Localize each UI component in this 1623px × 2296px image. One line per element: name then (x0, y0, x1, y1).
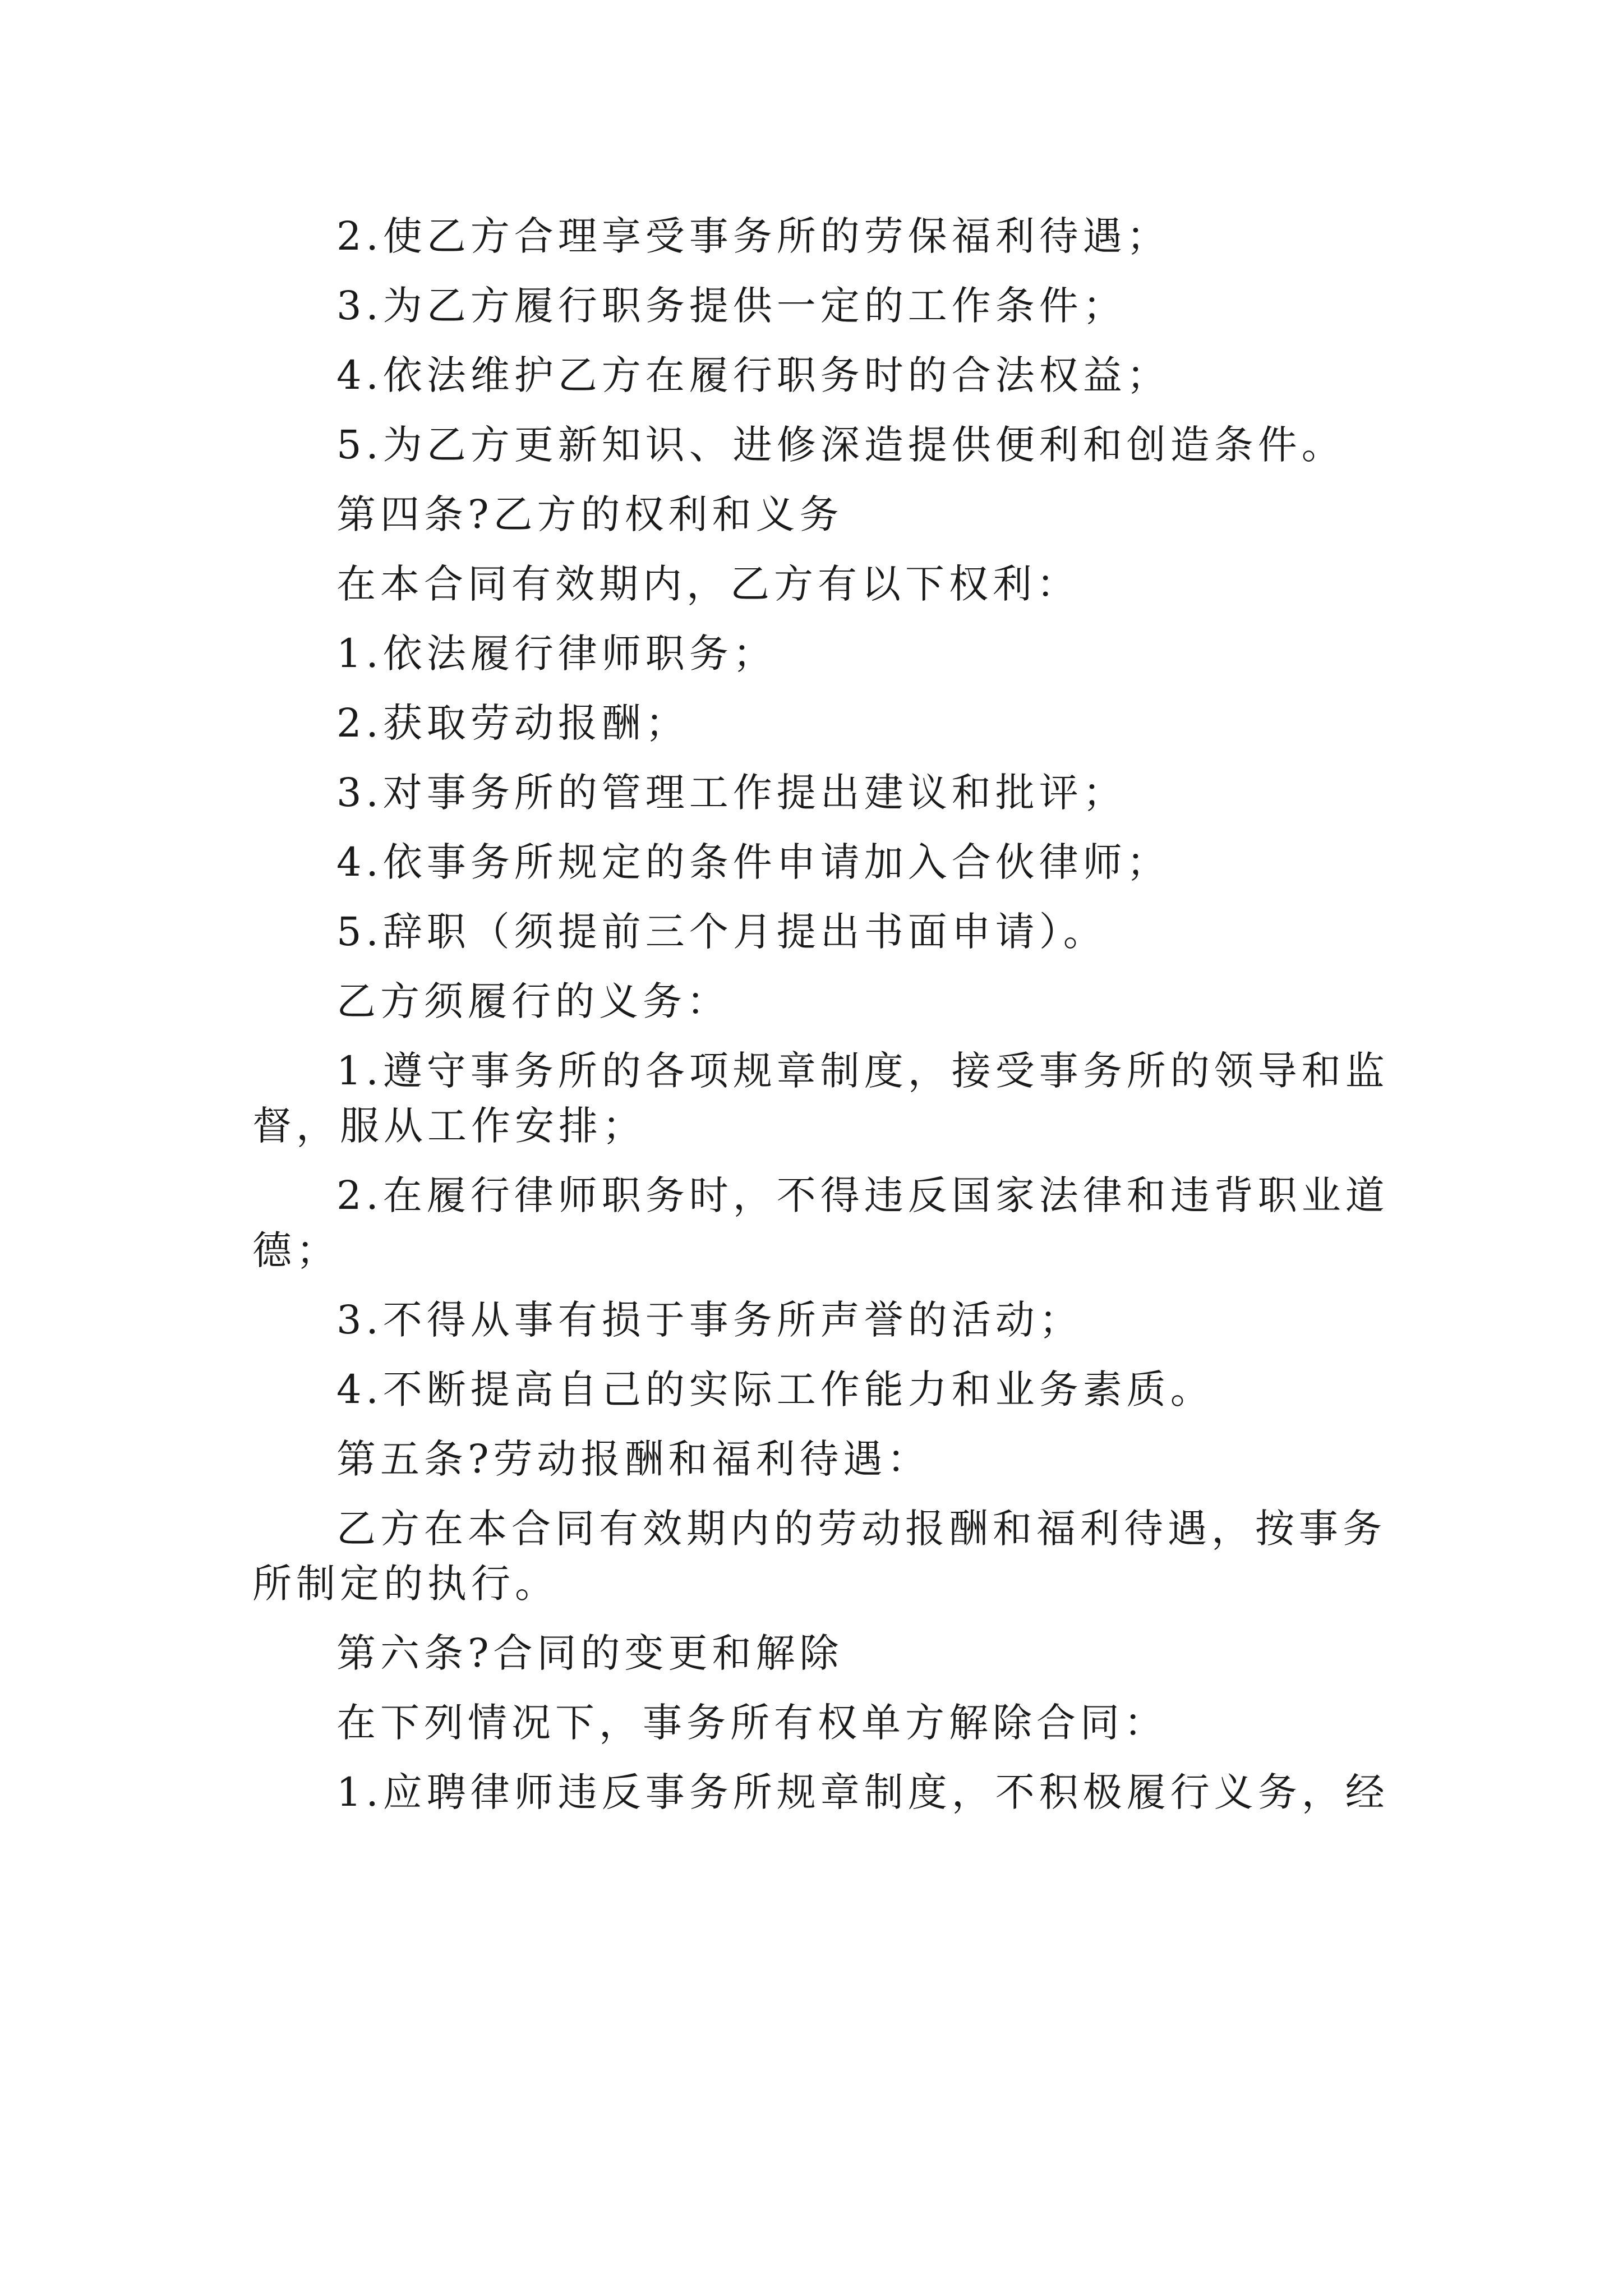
paragraph: 1.依法履行律师职务； (336, 631, 777, 677)
paragraph: 5.辞职（须提前三个月提出书面申请）。 (336, 909, 1107, 955)
paragraph: 4.不断提高自己的实际工作能力和业务素质。 (336, 1366, 1214, 1412)
paragraph: 乙方须履行的义务： (336, 978, 730, 1024)
paragraph: 在下列情况下，事务所有权单方解除合同： (336, 1700, 1168, 1746)
section-heading: 第四条?乙方的权利和义务 (336, 491, 843, 537)
paragraph: 2.在履行律师职务时，不得违反国家法律和违背职业道德； (252, 1172, 1389, 1273)
section-heading: 第五条?劳动报酬和福利待遇： (336, 1436, 931, 1482)
paragraph: 乙方在本合同有效期内的劳动报酬和福利待遇，按事务所制定的执行。 (252, 1506, 1386, 1607)
document-body (252, 209, 1391, 1834)
paragraph: 4.依事务所规定的条件申请加入合伙律师； (336, 839, 1170, 885)
paragraph: 在本合同有效期内，乙方有以下权利： (336, 561, 1080, 607)
paragraph: 3.为乙方履行职务提供一定的工作条件； (336, 283, 1127, 329)
section-heading: 第六条?合同的变更和解除 (336, 1630, 843, 1676)
paragraph: 2.使乙方合理享受事务所的劳保福利待遇； (336, 213, 1170, 259)
paragraph: 3.不得从事有损于事务所声誉的活动； (336, 1297, 1083, 1343)
paragraph: 1.遵守事务所的各项规章制度，接受事务所的领导和监督，服从工作安排； (252, 1048, 1389, 1149)
paragraph: 5.为乙方更新知识、进修深造提供便利和创造条件。 (336, 422, 1345, 468)
paragraph: 4.依法维护乙方在履行职务时的合法权益； (336, 352, 1170, 398)
paragraph: 3.对事务所的管理工作提出建议和批评； (336, 770, 1127, 816)
paragraph: 1.应聘律师违反事务所规章制度，不积极履行义务，经 (336, 1769, 1389, 1815)
paragraph: 2.获取劳动报酬； (336, 700, 689, 746)
